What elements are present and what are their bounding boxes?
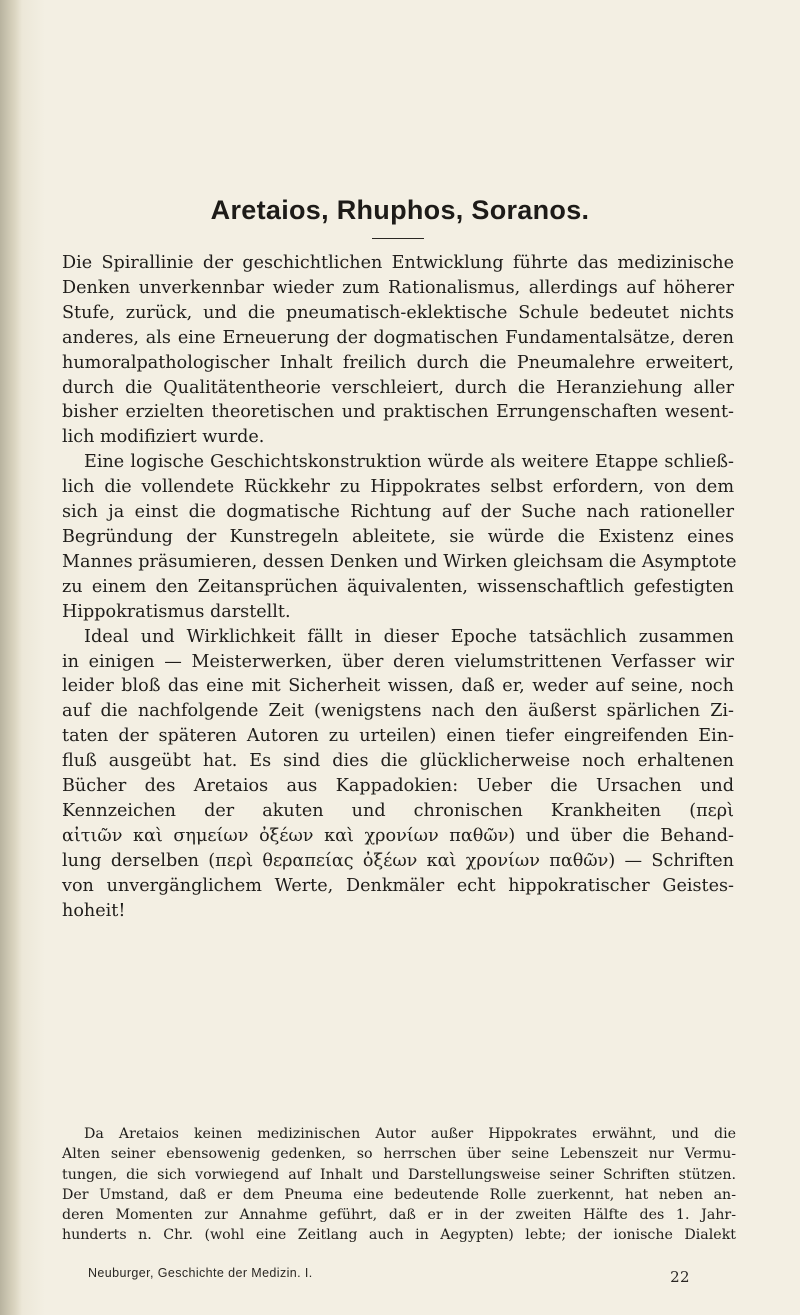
- body-line: in einigen — Meisterwerken, über deren vielumstrittenen Verfasser wir: [62, 651, 734, 672]
- body-line: lich die vollendete Rückkehr zu Hippokrates selbst erfordern, von dem: [62, 477, 734, 498]
- body-line: sich ja einst die dogmatische Richtung auf der Suche nach rationeller: [62, 502, 734, 523]
- body-line: Mannes präsumieren, dessen Denken und Wirken gleichsam die Asymptote: [62, 551, 737, 572]
- body-line: Denken unverkennbar wieder zum Rationalismus, allerdings auf höherer: [62, 277, 734, 298]
- body-line: lich modifiziert wurde.: [62, 427, 265, 448]
- body-line: hoheit!: [62, 900, 126, 921]
- footnote-line: deren Momenten zur Annahme geführt, daß er in der zweiten Hälfte des 1. Jahr-: [62, 1207, 736, 1224]
- chapter-title: Aretaios, Rhuphos, Soranos.: [210, 195, 590, 225]
- body-line: Eine logische Geschichtskonstruktion würde als weitere Etappe schließ-: [84, 452, 734, 473]
- body-line: von unvergänglichem Werte, Denkmäler echt hippokratischer Geistes-: [62, 875, 734, 896]
- body-line: Ideal und Wirklichkeit fällt in dieser Epoche tatsächlich zusammen: [84, 626, 734, 647]
- body-line: Kennzeichen der akuten und chronischen Krankheiten (περὶ: [62, 800, 734, 821]
- page-footer: [88, 1266, 728, 1286]
- title-rule: [372, 238, 424, 239]
- body-line: αἰτιῶν καὶ σημείων ὀξέων καὶ χρονίων παθῶν) und über die Behand-: [62, 825, 734, 846]
- body-line: bisher erzielten theoretischen und praktischen Errungenschaften wesent-: [62, 402, 734, 423]
- body-line: taten der späteren Autoren zu urteilen) einen tiefer eingreifenden Ein-: [62, 726, 734, 747]
- body-line: Begründung der Kunstregeln ableitete, sie würde die Existenz eines: [62, 526, 734, 547]
- footnote-line: tungen, die sich vorwiegend auf Inhalt und Darstellungsweise seiner Schriften stützen.: [62, 1166, 736, 1183]
- body-line: fluß ausgeübt hat. Es sind dies die glücklicherweise noch erhaltenen: [62, 751, 734, 772]
- body-line: Stufe, zurück, und die pneumatisch-eklektische Schule bedeutet nichts: [62, 302, 734, 323]
- page-number: 22: [670, 1268, 690, 1286]
- body-line: auf die nachfolgende Zeit (wenigstens nach den äußerst spärlichen Zi-: [62, 701, 734, 722]
- body-line: durch die Qualitätentheorie verschleiert, durch die Heranziehung aller: [62, 377, 734, 398]
- footnote-line: Der Umstand, daß er dem Pneuma eine bedeutende Rolle zuerkennt, hat neben an-: [62, 1186, 736, 1203]
- footnote-line: hunderts n. Chr. (wohl eine Zeitlang auch in Aegypten) lebte; der ionische Dialekt: [62, 1227, 736, 1244]
- body-line: anderes, als eine Erneuerung der dogmatischen Fundamentalsätze, deren: [62, 327, 734, 348]
- footnote: [62, 1124, 736, 1246]
- body-line: Die Spirallinie der geschichtlichen Entwicklung führte das medizinische: [62, 253, 734, 273]
- running-footer-text: Neuburger, Geschichte der Medizin. I.: [88, 1266, 313, 1280]
- body-line: zu einem den Zeitansprüchen äquivalenten, wissenschaftlich gefestigten: [62, 576, 734, 597]
- body-line: humoralpathologischer Inhalt freilich durch die Pneumalehre erweitert,: [62, 352, 734, 373]
- body-line: Hippokratismus darstellt.: [62, 601, 291, 622]
- footnote-line: Da Aretaios keinen medizinischen Autor außer Hippokrates erwähnt, und die: [84, 1126, 736, 1142]
- body-text: [62, 251, 737, 923]
- body-line: leider bloß das eine mit Sicherheit wissen, daß er, weder auf seine, noch: [62, 676, 734, 697]
- body-line: lung derselben (περὶ θεραπείας ὀξέων καὶ χρονίων παθῶν) — Schriften: [62, 850, 734, 871]
- footnote-line: Alten seiner ebensowenig gedenken, so herrschen über seine Lebenszeit nur Vermu-: [62, 1146, 736, 1163]
- body-line: Bücher des Aretaios aus Kappadokien: Ueber die Ursachen und: [62, 776, 734, 797]
